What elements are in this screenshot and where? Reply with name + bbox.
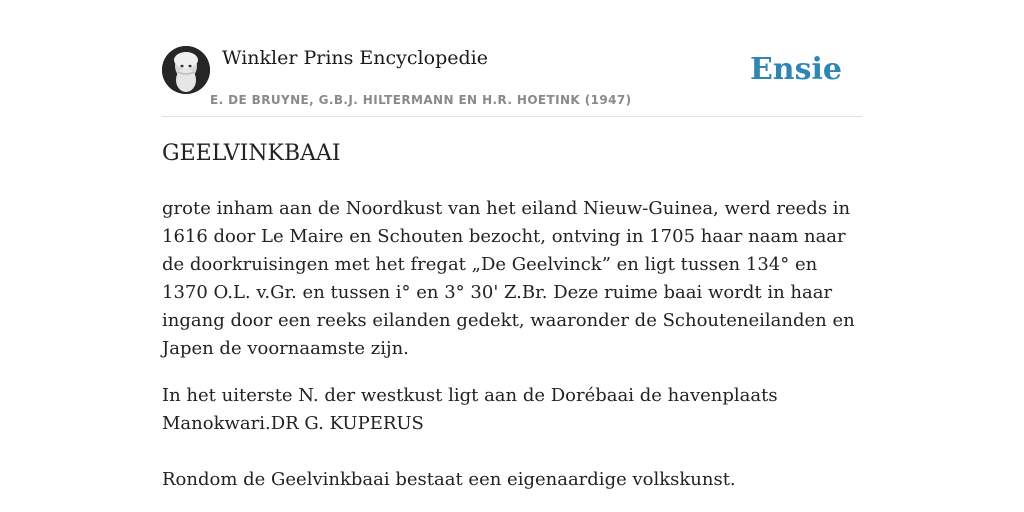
ensie-logo-link[interactable]: Ensie: [749, 52, 842, 87]
source-header: [162, 46, 862, 117]
entry-title: GEELVINKBAAI: [162, 141, 341, 166]
author-avatar: [162, 46, 210, 94]
paragraph-1: grote inham aan de Noordkust van het eiland Nieuw-Guinea, werd reeds in 1616 door Le Maire en Schouten bezocht, ontving in 1705 haar naam naar de doorkruisingen met het fregat „De Geelvinck” en ligt tussen 134° en 1370 O.L. v.Gr. en tussen i° en 3° 30' Z.Br. Deze ruime baai wordt in haar ingang door een reeks eilanden gedekt, waaronder de Schouteneilanden en Japen de voornaamste zijn.: [162, 198, 855, 359]
author-portrait-icon: [162, 46, 210, 94]
book-title[interactable]: Winkler Prins Encyclopedie: [222, 47, 488, 69]
article-body: [162, 139, 862, 512]
paragraph-3: Rondom de Geelvinkbaai bestaat een eigenaardige volkskunst.: [162, 469, 736, 490]
book-authors: E. DE BRUYNE, G.B.J. HILTERMANN EN H.R. HOETINK (1947): [210, 93, 632, 107]
paragraph-2: In het uiterste N. der westkust ligt aan de Dorébaai de havenplaats Manokwari.DR G. KUPERUS: [162, 385, 778, 434]
